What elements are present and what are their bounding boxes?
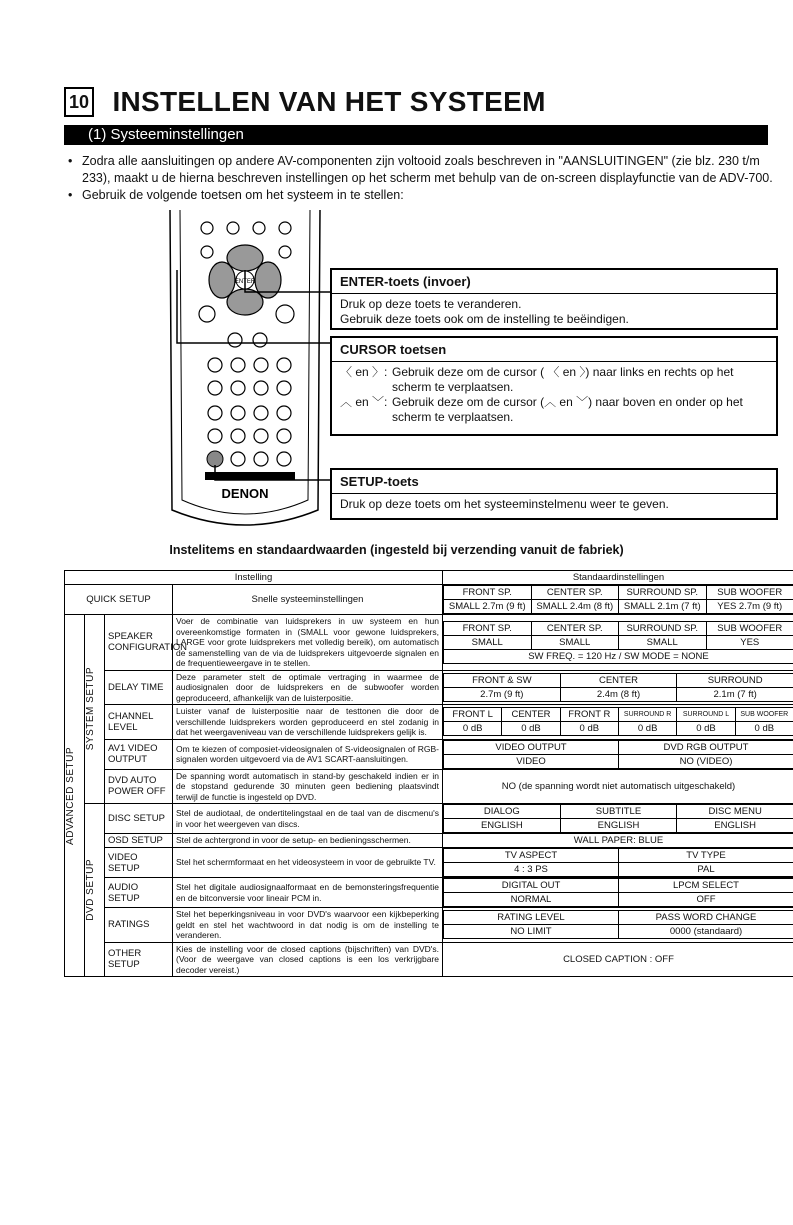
- table-cell: 0 dB: [677, 722, 735, 736]
- table-cell: VIDEO: [444, 754, 619, 768]
- group-dvd-setup: DVD SETUP: [85, 859, 96, 921]
- table-cell: CENTER SP.: [531, 586, 619, 600]
- col-setting: Instelling: [65, 571, 443, 585]
- table-cell: 0 dB: [735, 722, 793, 736]
- remote-brand: DENON: [221, 486, 269, 501]
- table-cell: LPCM SELECT: [619, 879, 793, 893]
- other-setup-value: CLOSED CAPTION : OFF: [443, 942, 793, 977]
- table-cell: SMALL: [619, 635, 707, 649]
- table-cell: NO LIMIT: [444, 925, 619, 939]
- cursor-left-right-text: Gebruik deze om de cursor ( 〈 en 〉) naar links en rechts op het scherm te verplaatsen.: [392, 365, 734, 394]
- table-cell: DIGITAL OUT: [444, 879, 619, 893]
- table-title: Instelitems en standaardwaarden (ingesteld bij verzending vanuit de fabriek): [169, 543, 624, 557]
- table-cell: DIALOG: [444, 805, 561, 819]
- disc-setup-desc: Stel de audiotaal, de ondertitelingstaal en de taal van de discmenu's in voor het weergeven van discs.: [173, 804, 443, 834]
- settings-table: [64, 570, 793, 977]
- section-title: (1) Systeeminstellingen: [64, 125, 768, 145]
- table-cell: SURROUND L: [677, 708, 735, 722]
- video-setup-name: VIDEO SETUP: [105, 848, 173, 878]
- bullet-2: • Gebruik de volgende toetsen om het systeem in te stellen:: [82, 187, 774, 204]
- table-cell: CENTER: [502, 708, 560, 722]
- table-cell: DISC MENU: [677, 805, 793, 819]
- table-cell: 4 : 3 PS: [444, 863, 619, 877]
- cursor-up-down-keys: ︿ en ﹀:: [340, 395, 388, 409]
- table-cell: FRONT SP.: [444, 621, 532, 635]
- bullet-1: • Zodra alle aansluitingen op andere AV-componenten zijn voltooid zoals beschreven in "AANSLUITINGEN" (zie blz. 230 t/m 233), maakt u de hierna beschreven instellingen op het scherm met behulp van de on-screen displayfunctie van de ADV-700.: [82, 153, 774, 187]
- audio-setup-desc: Stel het digitale audiosignaalformaat en de bemonsteringsfrequentie en de bitconversie voor lineair PCM in.: [173, 878, 443, 908]
- table-cell: SMALL 2.7m (9 ft): [444, 600, 532, 614]
- other-setup-name: OTHER SETUP: [105, 942, 173, 977]
- table-cell: 0 dB: [502, 722, 560, 736]
- delay-time-name: DELAY TIME: [105, 670, 173, 705]
- quick-setup-name: QUICK SETUP: [65, 585, 173, 615]
- table-cell: SMALL: [531, 635, 619, 649]
- table-cell: FRONT L: [444, 708, 502, 722]
- table-cell: NO (VIDEO): [619, 754, 793, 768]
- cursor-up-down-text: Gebruik deze om de cursor (︿ en ﹀) naar boven en onder op het scherm te verplaatsen.: [392, 395, 743, 424]
- table-cell: SURROUND R: [618, 708, 676, 722]
- table-cell: OFF: [619, 893, 793, 907]
- table-cell: ENGLISH: [560, 819, 677, 833]
- table-cell: SUBTITLE: [560, 805, 677, 819]
- setup-callout-line: Druk op deze toets om het systeeminstelmenu weer te geven.: [340, 497, 669, 511]
- group-system-setup: SYSTEM SETUP: [85, 667, 96, 751]
- col-default: Standaardinstellingen: [443, 571, 793, 585]
- table-cell: SMALL 2.4m (8 ft): [531, 600, 619, 614]
- callout-connectors: [175, 265, 335, 525]
- cursor-callout-title: CURSOR toetsen: [332, 338, 776, 362]
- table-cell: FRONT R: [560, 708, 618, 722]
- cursor-left-right-keys: 〈 en 〉:: [340, 365, 388, 379]
- table-cell: SURROUND: [677, 673, 793, 687]
- table-cell: FRONT & SW: [444, 673, 561, 687]
- table-cell: RATING LEVEL: [444, 911, 619, 925]
- table-cell: SURROUND SP.: [619, 586, 707, 600]
- table-cell: 0 dB: [444, 722, 502, 736]
- enter-callout-title: ENTER-toets (invoer): [332, 270, 776, 294]
- dvd-auto-power-off-value: NO (de spanning wordt niet automatisch uitgeschakeld): [443, 769, 793, 804]
- page-title: INSTELLEN VAN HET SYSTEEM: [112, 86, 546, 117]
- table-cell: SW FREQ. = 120 Hz / SW MODE = NONE: [444, 649, 793, 663]
- table-cell: TV ASPECT: [444, 849, 619, 863]
- table-cell: TV TYPE: [619, 849, 793, 863]
- chapter-number: 10: [64, 87, 94, 117]
- table-cell: YES 2.7m (9 ft): [706, 600, 793, 614]
- enter-key-callout: [330, 268, 778, 330]
- speaker-config-name: SPEAKER CONFIGURATION: [105, 615, 173, 671]
- ratings-desc: Stel het beperkingsniveau in voor DVD's waarvoor een kijkbeperking geldt en stel het wachtwoord in dat nodig is om de instelling te veranderen.: [173, 908, 443, 943]
- table-cell: 0000 (standaard): [619, 925, 793, 939]
- table-cell: PAL: [619, 863, 793, 877]
- setup-key-callout: [330, 468, 778, 520]
- other-setup-desc: Kies de instelling voor de closed captions (bijschriften) van DVD's. (Voor de weergave van closed captions is een los verkrijgbare decoder vereist.): [173, 942, 443, 977]
- enter-callout-line-2: Gebruik deze toets ook om de instelling te beëindigen.: [340, 312, 629, 326]
- delay-time-desc: Deze parameter stelt de optimale vertraging in waarmee de audiosignalen door de luidsprekers en de subwoofer worden geproduceerd, afhankelijk van de luisterpositie.: [173, 670, 443, 705]
- table-cell: ENGLISH: [444, 819, 561, 833]
- table-cell: SURROUND SP.: [619, 621, 707, 635]
- osd-setup-name: OSD SETUP: [105, 834, 173, 848]
- table-cell: VIDEO OUTPUT: [444, 740, 619, 754]
- av1-video-output-desc: Om te kiezen of composiet-videosignalen of S-videosignalen of RGB-signalen worden uitgevoerd via de AV1 SCART-aansluitingen.: [173, 739, 443, 769]
- dvd-auto-power-off-desc: De spanning wordt automatisch in stand-by geschakeld indien er in de stopstand gedurende 30 minuten geen bediening plaatsvindt terwijl de functie is ingesteld op DVD.: [173, 769, 443, 804]
- quick-setup-desc: Snelle systeeminstellingen: [173, 585, 443, 615]
- channel-level-desc: Luister vanaf de luisterpositie naar de testtonen die door de verschillende luidsprekers worden geproduceerd en stel zodanig in dat het weergaveniveau van de verschillende luidsprekers gelijk is.: [173, 705, 443, 740]
- av1-video-output-name: AV1 VIDEO OUTPUT: [105, 739, 173, 769]
- table-cell: YES: [706, 635, 793, 649]
- enter-callout-line-1: Druk op deze toets te veranderen.: [340, 297, 522, 311]
- table-cell: DVD RGB OUTPUT: [619, 740, 793, 754]
- ratings-name: RATINGS: [105, 908, 173, 943]
- table-cell: SMALL 2.1m (7 ft): [619, 600, 707, 614]
- disc-setup-name: DISC SETUP: [105, 804, 173, 834]
- table-cell: FRONT SP.: [444, 586, 532, 600]
- intro-bullets: [64, 153, 774, 204]
- table-cell: CENTER SP.: [531, 621, 619, 635]
- dvd-auto-power-off-name: DVD AUTO POWER OFF: [105, 769, 173, 804]
- table-cell: ENGLISH: [677, 819, 793, 833]
- cursor-keys-callout: [330, 336, 778, 436]
- table-cell: 0 dB: [560, 722, 618, 736]
- osd-setup-value: WALL PAPER: BLUE: [443, 834, 793, 848]
- group-advanced-setup: ADVANCED SETUP: [65, 746, 76, 845]
- channel-level-name: CHANNEL LEVEL: [105, 705, 173, 740]
- table-cell: 2.7m (9 ft): [444, 687, 561, 701]
- table-cell: NORMAL: [444, 893, 619, 907]
- table-cell: 2.1m (7 ft): [677, 687, 793, 701]
- table-cell: SUB WOOFER: [706, 621, 793, 635]
- table-cell: SUB WOOFER: [706, 586, 793, 600]
- table-cell: CENTER: [560, 673, 677, 687]
- table-cell: SMALL: [444, 635, 532, 649]
- svg-text:ENTER: ENTER: [234, 279, 256, 285]
- table-cell: PASS WORD CHANGE: [619, 911, 793, 925]
- table-cell: SUB WOOFER: [735, 708, 793, 722]
- table-cell: 0 dB: [618, 722, 676, 736]
- table-cell: 2.4m (8 ft): [560, 687, 677, 701]
- speaker-config-desc: Voer de combinatie van luidsprekers in uw systeem en hun overeenkomstige formaten in (SMALL voor gewone luidsprekers, LARGE voor grote luidsprekers met volledig bereik), om automatisch de samenstelling van de via de luidsprekers uitgevoerde signalen en de frequentieweergave in te stellen.: [173, 615, 443, 671]
- video-setup-desc: Stel het schermformaat en het videosysteem in voor de gebruikte TV.: [173, 848, 443, 878]
- page-header: [64, 86, 546, 118]
- osd-setup-desc: Stel de achtergrond in voor de setup- en bedieningsschermen.: [173, 834, 443, 848]
- setup-callout-title: SETUP-toets: [332, 470, 776, 494]
- audio-setup-name: AUDIO SETUP: [105, 878, 173, 908]
